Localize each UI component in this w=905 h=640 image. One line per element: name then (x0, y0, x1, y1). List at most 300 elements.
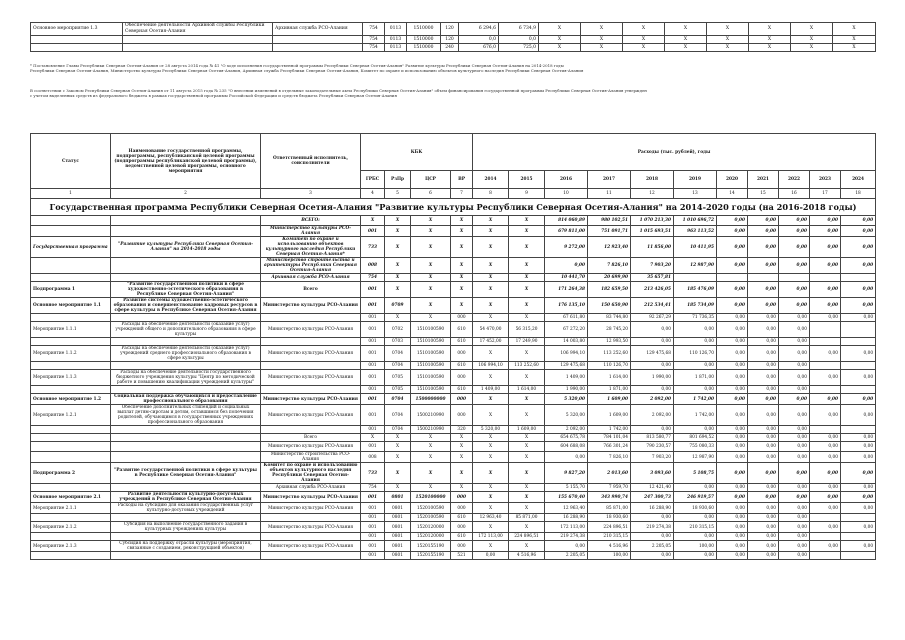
cell-value: 0,00 (779, 322, 810, 338)
cell-value: 1 070 213,30 (631, 216, 674, 226)
cell-value: 0113 (385, 44, 407, 52)
row-status: Государственная программа (31, 237, 111, 258)
cell-value: 0,00 (748, 362, 779, 370)
row-name (111, 452, 261, 463)
cell-value: 92 267,29 (631, 314, 674, 322)
row-name: "Развитие государственной политики в сфере художественно-эстетического образования в Республике Северная Осетия-Алания" (111, 282, 261, 298)
table-row (31, 386, 876, 394)
cell-value: 0704 (385, 394, 411, 405)
cell-value: X (509, 226, 545, 237)
cell-value: 1 742,00 (588, 426, 631, 434)
cell-value: 0709 (385, 298, 411, 314)
cell-value: X (385, 484, 411, 492)
cell-value: 0,00 (841, 394, 876, 405)
row-name: Развитие деятельности культурно-досуговых учреждений в Республике Северная Осетия-Алания (111, 492, 261, 503)
cell-value: 0,00 (748, 426, 779, 434)
row-executor: Комитет по охране и использованию объектов культурного наследия Республики Северная Осетия-Алания* (261, 237, 361, 258)
cell-value: 0,00 (717, 258, 748, 274)
table-row (31, 346, 876, 362)
cell-value: 0,00 (748, 452, 779, 463)
cell-value: X (539, 44, 581, 52)
cell-value: X (451, 442, 473, 452)
cell-value: 1 614,00 (588, 370, 631, 386)
column-number: 3 (261, 189, 361, 199)
table-row (31, 338, 876, 346)
cell-value: X (581, 23, 623, 36)
header-year: 2023 (810, 171, 841, 189)
program-title-row (31, 199, 876, 216)
cell-value: X (749, 44, 791, 52)
cell-value: X (385, 434, 411, 442)
cell-value: 5 320,00 (545, 394, 588, 405)
cell-value: 2 092,00 (545, 426, 588, 434)
cell-value: 0,00 (631, 426, 674, 434)
cell-value: 1520100590 (411, 503, 451, 514)
cell-value: 754 (363, 36, 385, 44)
cell-value: 1500210990 (411, 426, 451, 434)
cell-value: 71 736,35 (674, 314, 717, 322)
cell-value: 0,00 (717, 463, 748, 484)
column-number: 9 (509, 189, 545, 199)
cell-value (779, 274, 810, 282)
cell-value: 000 (451, 346, 473, 362)
cell-value: 0,00 (779, 314, 810, 322)
cell-value: 12 963,40 (545, 503, 588, 514)
cell-value: 610 (451, 338, 473, 346)
cell-value: X (473, 394, 509, 405)
cell-value: 0,00 (810, 463, 841, 484)
cell-value: 0702 (385, 322, 411, 338)
row-status (31, 386, 111, 394)
cell-value: 0,00 (631, 338, 674, 346)
cell-value: X (411, 434, 451, 442)
cell-value: 1520120000 (411, 533, 451, 541)
cell-value: 5 155,70 (545, 484, 588, 492)
cell-value: X (411, 314, 451, 322)
cell-value: 0,00 (810, 522, 841, 533)
cell-value: 17 249,90 (509, 338, 545, 346)
cell-value: 001 (361, 514, 385, 522)
row-executor: Министерство культуры РСО-Алания (261, 405, 361, 426)
cell-value: 0,00 (748, 226, 779, 237)
footnote-block-1 (30, 63, 875, 73)
row-status (31, 338, 111, 346)
cell-value: X (473, 434, 509, 442)
cell-value: X (509, 492, 545, 503)
cell-value: X (411, 452, 451, 463)
cell-value: 000 (451, 503, 473, 514)
row-name (111, 442, 261, 452)
cell-value: 0,00 (748, 237, 779, 258)
row-executor: Министерство культуры РСО-Алания (261, 298, 361, 314)
cell-value: 0,00 (810, 394, 841, 405)
cell-value: X (509, 405, 545, 426)
row-executor (261, 314, 361, 322)
cell-value: X (473, 405, 509, 426)
cell-value: X (385, 282, 411, 298)
cell-value: X (509, 237, 545, 258)
cell-value: 0,00 (748, 346, 779, 362)
row-status (31, 426, 111, 434)
cell-value: 0,00 (810, 226, 841, 237)
cell-value: 0,00 (674, 322, 717, 338)
table-row (31, 282, 876, 298)
cell-value: 0,00 (631, 322, 674, 338)
row-name: Субсидия на выполнение государственного задания в культурных учреждениях культуры (111, 522, 261, 533)
row-status (31, 514, 111, 522)
cell-value: 008 (361, 258, 385, 274)
cell-value: 1 871,00 (674, 370, 717, 386)
cell-value: X (665, 23, 707, 36)
header-year: 2014 (473, 171, 509, 189)
cell-value: 0,00 (810, 314, 841, 322)
row-name (111, 274, 261, 282)
row-name (111, 216, 261, 226)
footnote-line: Республики Северная Осетия-Алания, Министерство культуры Республики Северная Осетия-Алания, Архивная служба Республики Северная Осетия-Алания, Комитет по охране и использованию объектов культурного наследия Республики Северная Осетия-Алания (30, 68, 584, 73)
cell-value: 9 827,20 (545, 463, 588, 484)
cell-value: 0,00 (748, 492, 779, 503)
cell-value: 0801 (385, 514, 411, 522)
cell-value: 54 470,00 (473, 322, 509, 338)
row-name (111, 226, 261, 237)
cell-value: 247 300,73 (631, 492, 674, 503)
cell-value: X (451, 463, 473, 484)
cell-value: 001 (361, 442, 385, 452)
cell-value: 0,00 (779, 346, 810, 362)
cell-value: 0,00 (748, 394, 779, 405)
cell-value: X (581, 44, 623, 52)
cell-value: 0,00 (717, 484, 748, 492)
cell-value: 0,00 (841, 522, 876, 533)
cell-value: 0,00 (841, 226, 876, 237)
cell-value: 0,00 (631, 386, 674, 394)
cell-value: 0,00 (717, 442, 748, 452)
cell-value: 0,00 (674, 484, 717, 492)
cell-value: 0,00 (717, 434, 748, 442)
row-executor: Министерство культуры РСО-Алания (261, 322, 361, 338)
table-row (31, 552, 876, 560)
table-row (31, 434, 876, 442)
cell-value: 790 230,57 (631, 442, 674, 452)
cell-value: X (509, 541, 545, 552)
cell-value: 0801 (385, 492, 411, 503)
cell-value: 1510100590 (411, 338, 451, 346)
cell-value: 0,00 (748, 541, 779, 552)
row-executor: Всего (261, 434, 361, 442)
cell-value: 0,00 (717, 216, 748, 226)
table-row (31, 533, 876, 541)
cell-value: 754 (363, 44, 385, 52)
cell-value: 000 (451, 314, 473, 322)
column-number: 16 (779, 189, 810, 199)
cell-value: 0,00 (717, 394, 748, 405)
cell-value: 0,00 (779, 226, 810, 237)
column-number-row (31, 189, 876, 199)
cell-value: 733 (361, 463, 385, 484)
header-executor: Ответственный исполнитель, соисполнители (261, 134, 361, 189)
cell-value: 0,00 (779, 405, 810, 426)
cell-value: X (749, 36, 791, 44)
cell-value: 100,00 (588, 552, 631, 560)
cell-value: 2 092,00 (631, 405, 674, 426)
row-name: "Развитие культуры Республики Северная Осетия-Алания" на 2014-2018 годы (111, 237, 261, 258)
row-name (111, 434, 261, 442)
cell-value: 0,00 (841, 405, 876, 426)
cell-value (841, 426, 876, 434)
cell-value: 0704 (385, 346, 411, 362)
column-number: 12 (631, 189, 674, 199)
cell-value: 343 990,74 (588, 492, 631, 503)
cell-value (717, 274, 748, 282)
table-row (31, 237, 876, 258)
column-number: 11 (588, 189, 631, 199)
row-name: Субсидия на поддержку отрасли культуры (мероприятия, связанные с созданием, реконструкцией объектов) (111, 541, 261, 552)
row-status: Основное мероприятие 1.1 (31, 298, 111, 314)
cell-value: 0,00 (810, 216, 841, 226)
cell-value: 1510000 (407, 36, 441, 44)
row-executor: Министерство культуры РСО-Алания (261, 442, 361, 452)
cell-value: 0,00 (779, 434, 810, 442)
cell-value: 0,00 (674, 514, 717, 522)
cell-value: X (509, 298, 545, 314)
cell-value: 0,00 (717, 552, 748, 560)
cell-value: 110 126,70 (674, 346, 717, 362)
cell-value: 1 609,00 (509, 426, 545, 434)
cell-value: 813 580,77 (631, 434, 674, 442)
cell-value: 801 694,52 (674, 434, 717, 442)
cell-value: 001 (361, 298, 385, 314)
row-status (31, 226, 111, 237)
row-name (111, 362, 261, 370)
row-executor: Министерство культуры РСО-Алания (261, 370, 361, 386)
column-number: 4 (361, 189, 385, 199)
cell-value: 7 959,70 (588, 484, 631, 492)
row-status (31, 36, 123, 44)
cell-value: X (451, 282, 473, 298)
main-table (30, 133, 876, 560)
table-row (31, 370, 876, 386)
cell-value: X (473, 484, 509, 492)
cell-value: 172 113,00 (473, 533, 509, 541)
cell-value: X (411, 463, 451, 484)
cell-value: X (473, 258, 509, 274)
cell-value: 0,00 (841, 237, 876, 258)
cell-value: 0,00 (748, 503, 779, 514)
cell-value: X (411, 237, 451, 258)
cell-value: 12 421,40 (631, 484, 674, 492)
cell-value: 0801 (385, 522, 411, 533)
table-row (31, 274, 876, 282)
cell-value: X (451, 484, 473, 492)
cell-value: 0,00 (748, 442, 779, 452)
row-name: Расходы на обеспечение деятельности (оказание услуг) учреждений среднего профессионального образования в сфере культуры (111, 346, 261, 362)
cell-value: 0,00 (841, 452, 876, 463)
cell-value: 0,00 (779, 370, 810, 386)
header-year: 2020 (717, 171, 748, 189)
column-number: 7 (451, 189, 473, 199)
cell-value: 1 990,00 (545, 386, 588, 394)
cell-value: 001 (361, 492, 385, 503)
column-number: 10 (545, 189, 588, 199)
cell-value: X (385, 442, 411, 452)
cell-value: X (451, 226, 473, 237)
cell-value: 0,00 (841, 434, 876, 442)
cell-value: 0,00 (631, 362, 674, 370)
cell-value (810, 426, 841, 434)
cell-value: X (509, 258, 545, 274)
cell-value: X (833, 36, 876, 44)
cell-value: 0,00 (779, 452, 810, 463)
cell-value: 16 288,90 (631, 503, 674, 514)
row-executor: Министерство культуры РСО-Алания (261, 226, 361, 237)
cell-value: X (451, 216, 473, 226)
cell-value: 0,00 (810, 442, 841, 452)
column-number: 18 (841, 189, 876, 199)
header-year: 2016 (545, 171, 588, 189)
row-status: Основное мероприятие 1.2 (31, 394, 111, 405)
cell-value: 0,00 (748, 386, 779, 394)
cell-value: 610 (451, 322, 473, 338)
header-rzpr: РзПр (385, 171, 411, 189)
cell-value: 0,00 (717, 386, 748, 394)
cell-value: 725,0 (499, 44, 539, 52)
cell-value: 5 108,75 (674, 463, 717, 484)
header-grbs: ГРБС (361, 171, 385, 189)
row-status: Мероприятие 1.1.1 (31, 322, 111, 338)
cell-value: 0,00 (841, 442, 876, 452)
cell-value: 0,00 (674, 552, 717, 560)
cell-value (810, 552, 841, 560)
cell-value: 172 113,00 (545, 522, 588, 533)
cell-value: 0,00 (674, 362, 717, 370)
cell-value: X (385, 463, 411, 484)
cell-value: 001 (361, 426, 385, 434)
row-name (111, 533, 261, 541)
cell-value (810, 386, 841, 394)
cell-value: 0,00 (674, 386, 717, 394)
cell-value: 001 (361, 282, 385, 298)
cell-value: 0,00 (748, 338, 779, 346)
cell-value: 113 252,60 (588, 346, 631, 362)
cell-value: X (473, 282, 509, 298)
header-vr: ВР (451, 171, 473, 189)
row-name: "Развитие государственной политики в сфере культуры в Республике Северная Осетия-Алания" (111, 463, 261, 484)
cell-value: 11 856,00 (631, 237, 674, 258)
cell-value: 20 699,90 (588, 274, 631, 282)
cell-value: X (581, 36, 623, 44)
cell-value: 001 (361, 522, 385, 533)
cell-value: 12 923,40 (588, 237, 631, 258)
row-executor (261, 514, 361, 522)
cell-value: X (473, 274, 509, 282)
cell-value: X (509, 484, 545, 492)
cell-value: 0704 (385, 426, 411, 434)
cell-value: 0,0 (459, 36, 499, 44)
cell-value: X (749, 23, 791, 36)
top-table (30, 22, 876, 52)
cell-value: 001 (361, 322, 385, 338)
cell-value: 1520120000 (411, 522, 451, 533)
cell-value: 2 013,60 (588, 463, 631, 484)
table-row (31, 492, 876, 503)
cell-value: 320 (451, 426, 473, 434)
cell-value: 0,00 (841, 258, 876, 274)
cell-value: 0,00 (779, 463, 810, 484)
cell-value: X (509, 503, 545, 514)
cell-value: 0,00 (748, 533, 779, 541)
column-number: 8 (473, 189, 509, 199)
cell-value: X (509, 394, 545, 405)
cell-value: 3 093,60 (631, 463, 674, 484)
cell-value: 1510100590 (411, 346, 451, 362)
cell-value: 2 092,00 (631, 394, 674, 405)
header-row (31, 134, 876, 171)
cell-value: 0113 (385, 23, 407, 36)
cell-value: 1500000000 (411, 394, 451, 405)
cell-value: 0,00 (841, 216, 876, 226)
cell-value: 110 126,70 (588, 362, 631, 370)
cell-value: 0,00 (779, 442, 810, 452)
cell-value: X (385, 237, 411, 258)
cell-value: 000 (451, 541, 473, 552)
cell-value: 185 734,09 (674, 298, 717, 314)
cell-value: X (623, 36, 665, 44)
cell-value: 12 987,90 (674, 258, 717, 274)
cell-value: 9 272,00 (545, 237, 588, 258)
cell-value: 0,00 (810, 370, 841, 386)
header-csr: ЦСР (411, 171, 451, 189)
cell-value: X (509, 434, 545, 442)
cell-value: 0,00 (779, 484, 810, 492)
cell-value: X (539, 23, 581, 36)
cell-value: 18 930,60 (588, 514, 631, 522)
row-status (31, 434, 111, 442)
cell-value: 751 091,71 (588, 226, 631, 237)
row-status: Мероприятие 2.1.3 (31, 541, 111, 552)
cell-value: 106 994,10 (473, 362, 509, 370)
row-name: Развитие системы художественно-эстетического образования и совершенствование кадровых ресурсов в сфере культуры в Республике Северная Осетия-Алания (111, 298, 261, 314)
cell-value: 0,00 (717, 503, 748, 514)
row-executor: Архивная служба РСО-Алания (261, 274, 361, 282)
row-name (111, 426, 261, 434)
cell-value: 219 274,38 (631, 522, 674, 533)
cell-value: X (473, 522, 509, 533)
table-row (31, 522, 876, 533)
cell-value: 0,00 (841, 298, 876, 314)
cell-value: 676,0 (459, 44, 499, 52)
cell-value: 733 (361, 237, 385, 258)
row-executor (261, 338, 361, 346)
cell-value: X (451, 298, 473, 314)
cell-value: 0,00 (674, 426, 717, 434)
cell-value: 001 (361, 503, 385, 514)
cell-value: 129 475,68 (631, 346, 674, 362)
cell-value (810, 338, 841, 346)
cell-value: 1 871,00 (588, 386, 631, 394)
cell-value: 1510100590 (411, 386, 451, 394)
cell-value: 000 (451, 492, 473, 503)
row-name: Обеспечение дополнительных стипендий и социальных выплат детям-сиротам и детям, оставшимся без попечения родителей, обучающимся в государственных учреждениях профессионального образования (111, 405, 261, 426)
cell-value: X (411, 258, 451, 274)
cell-value: 113 252,60 (509, 362, 545, 370)
cell-value: 17 452,00 (473, 338, 509, 346)
cell-value: 0,00 (717, 298, 748, 314)
row-name: Расходы на субсидию для оказания государственных услуг культурно-досуговых учреждений (111, 503, 261, 514)
row-name (111, 484, 261, 492)
table-row (31, 394, 876, 405)
cell-value (841, 274, 876, 282)
cell-value: 980 102,51 (588, 216, 631, 226)
